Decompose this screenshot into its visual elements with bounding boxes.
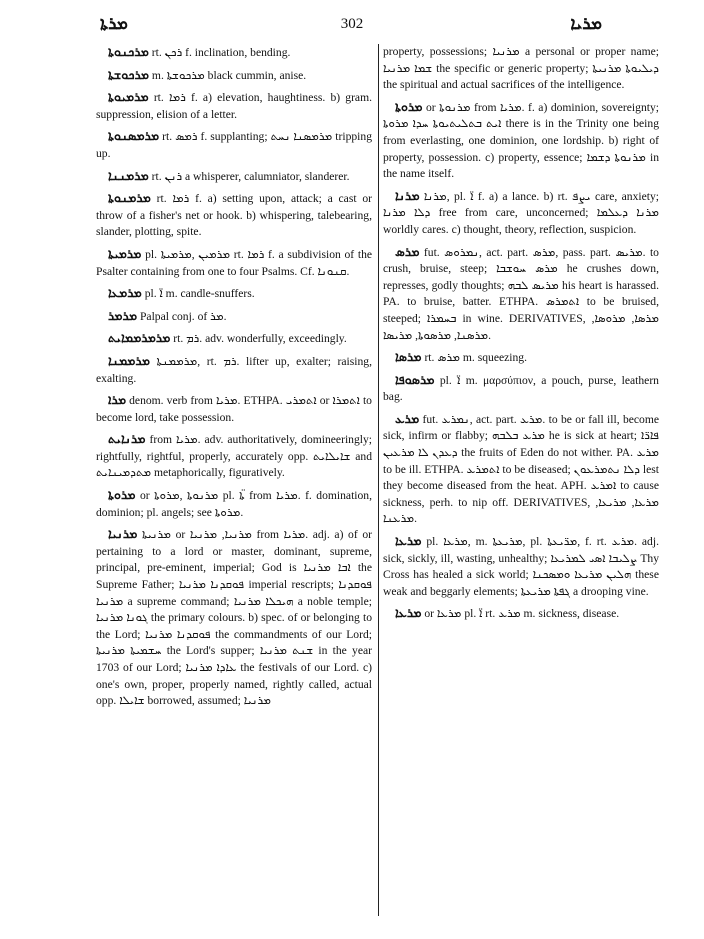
entry-headword: ܡܪܢܐ — [395, 187, 420, 203]
dictionary-entry — [96, 246, 372, 280]
entry-headword: ܡܪܘܬܐ — [108, 487, 136, 503]
entry-headword: ܡܪܡܝܘܬܐ — [108, 89, 149, 105]
entry-headword: ܡܪܣܘܦܐ — [395, 371, 435, 387]
dictionary-entry — [96, 67, 372, 85]
entry-headword: ܡܪܣܐ — [395, 349, 422, 365]
dictionary-entry — [96, 308, 372, 326]
dictionary-entry — [96, 89, 372, 123]
dictionary-entry — [383, 44, 659, 94]
entry-headword: ܡܪܡܪ — [108, 307, 138, 323]
dictionary-entry — [383, 244, 659, 345]
entry-definition: m. ܡܪܟܘܫܬܐ black cummin, anise. — [151, 68, 307, 82]
entry-headword: ܡܪܟܢܘܬܐ — [108, 44, 149, 59]
entry-definition: ܡܪܢܝܬܐ or ܡܪܢܝܐ, ܡܪܢܝܐ from ܡܪܝܐ. adj. a) of or pertaining to a lord or master, dominant, supreme, principal, pre-eminent, imperial; God is ܐܒܐ ܡܪܢܝܐ the Supreme Father; ܦܘܩܕܢܐ ܡܪܢܝܐ imperial rescripts; ܦܘܩܕܢܐ ܡܪܢܝܐ a supreme command; ܗܝܟܠܐ ܡܪܢܝܐ a noble temple; ܓܘܢܐ ܡܪܢܝܐ the primary colours. b) spec. of or belonging to the Lord; ܦܘܩܕܢܐ ܡܪܢܝܐ the commandments of our Lord; ܚܫܡܝܬܐ ܡܪܢܝܬܐ the Lord's supper; ܫܢܬ ܡܪܢܝܐ in the year 1703 of our Lord; ܥܐܕܐ ܡܪܢܝܐ the festivals of our Lord. c) one's own, proper, properly named, rightly called, actual opp. ܫܐܝܠܐ borrowed, assumed; ܡܪܢܝܐ — [96, 528, 373, 708]
dictionary-entry — [383, 372, 659, 406]
dictionary-entry — [96, 526, 372, 710]
entry-headword: ܡܪܡܪܡܡܐܝܬ — [108, 330, 171, 346]
entry-definition: denom. verb from ܡܪܝܐ. ETHPA. ܐܬܡܪܝ or ܐܬܡܪܐ to become lord, take possession. — [96, 394, 372, 424]
entry-headword: ܡܪܡܢܘܬܐ — [108, 190, 151, 206]
dictionary-entry — [96, 392, 372, 426]
dictionary-entry — [96, 44, 372, 62]
dictionary-entry — [96, 431, 372, 482]
right-column — [383, 44, 659, 628]
entry-definition: pl. ܡܪܥܐ, m. ܡܪܝܥܬܐ, pl. ܡܪ̈ܝܥܬܐ, f. rt. ܡܪܥ. adj. sick, sickly, ill, wasting, unhealthy; ܨܠܝܒܐ ܐܣܝ ܠܡܪܝܥܐ Thy Cross has healed a sick world; ܗܠܝܢ ܡܪܝܥܐ ܘܡܣܟܢܐ these weak and beggarly elements; ܓܦܬܐ ܡܪܝܥܬܐ a drooping vine. — [383, 535, 659, 598]
entry-definition: or ܡܪܢܘܬܐ from ܡܪܝܐ. f. a) dominion, sovereignty; ܐܝܬ ܒܬܠܝܬܝܘܬܐ ܚܕܐ ܡܪܘܬܐ there is in the Trinity one being from everlasting, one dominion, one lordship. b) right of property, possession. c) property, essence; ܡܪܢܘܬܐ ܕܫܡܐ in the name itself. — [383, 100, 659, 181]
entry-definition: property, possessions; ܡܪܢܝܐ a personal or proper name; ܫܡܐ ܡܪܢܝܐ the specific or generic property; ܕܝܠܝܘܬܐ ܡܪܢܝܬܐ the spiritual and actual sacrifices of the intelligence. — [383, 45, 659, 92]
dictionary-entry — [383, 411, 659, 528]
entry-definition: ܡܪܢܐ, pl. ܐ̈ f. a) a lance. b) rt. ܝܨܦ care, anxiety; ܕܠܐ ܡܪܢܐ free from care, unconcerned; ܡܪܢܐ ܕܥܠܡܐ worldly cares. c) thought, theory, reflection, suspicion. — [383, 189, 659, 236]
entry-headword: ܡܪܢܝܐ — [108, 526, 138, 542]
page-number: 302 — [340, 16, 364, 32]
entry-definition: rt. ܪܢܢ a whisperer, calumniator, slanderer. — [151, 169, 350, 183]
entry-headword: ܡܪܡܝܬܐ — [108, 245, 142, 261]
dictionary-entry — [383, 533, 659, 600]
entry-headword: ܡܪܣ — [395, 243, 420, 259]
column-divider — [378, 44, 379, 916]
entry-definition: rt. ܪܡ. adv. wonderfully, exceedingly. — [173, 332, 347, 346]
left-column — [96, 44, 372, 715]
dictionary-entry — [383, 188, 659, 239]
entry-headword: ܡܪܥܐ — [395, 605, 422, 621]
dictionary-entry — [96, 487, 372, 521]
dictionary-entry — [96, 168, 372, 186]
dictionary-entry — [96, 330, 372, 348]
entry-definition: rt. ܪܡܐ f. a) setting upon, attack; a cast or throw of a fisher's net or hook. b) whispering, talebearing, slander, plotting, spite. — [96, 192, 372, 239]
entry-headword: ܡܪܡܢܢܐ — [108, 167, 149, 183]
entry-headword: ܡܪܡܥܐ — [108, 285, 142, 301]
entry-headword: ܡܪܢܐܝܬ — [108, 431, 146, 447]
dictionary-entry — [96, 190, 372, 241]
entry-definition: or ܡܪܥܐ pl. ܐ̈ rt. ܡܪܥ m. sickness, disease. — [424, 607, 620, 621]
entry-definition: pl. ܐ̈ m. candle-snuffers. — [144, 287, 255, 301]
entry-headword: ܡܪܟܘܫܬܐ — [108, 66, 150, 82]
entry-definition: ܡܪܡܡܢܬܐ, rt. ܪܡ. lifter up, exalter; raising, exalting. — [96, 354, 372, 385]
entry-definition: rt. ܪܡܐ f. a) elevation, haughtiness. b) gram. suppression, elision of a letter. — [96, 91, 372, 121]
entry-headword: ܡܪܐ — [108, 392, 127, 408]
entry-definition: pl. ܡܪܡܝܢ ,ܡܪܡܝܬܐ rt. ܪܡܐ f. a subdivision of the Psalter containing from one to four Psalms. Cf. ܩܢܘܢܐ. — [96, 247, 373, 278]
entry-definition: pl. ܐ̈ m. μαρσύπιον, a pouch, purse, leathern bag. — [383, 373, 659, 404]
entry-headword: ܡܪܥܐ — [395, 533, 422, 549]
entry-definition: from ܡܪܝܐ. adv. authoritatively, domineeringly; rightfully, rightful, properly, accurately opp. ܫܐܝܠܐܝܬ and ܡܬܕܡܝܢܐܝܬ metaphorically, figuratively. — [96, 433, 372, 480]
dictionary-entry — [96, 285, 372, 303]
dictionary-entry — [96, 353, 372, 387]
entry-headword: ܡܪܘܬܐ — [395, 98, 423, 114]
entry-headword: ܡܪܥ — [395, 410, 420, 426]
dictionary-entry — [383, 99, 659, 183]
header-left-syriac: ܡܪܬܐ — [100, 14, 128, 33]
entry-definition: rt. ܡܪܣ m. squeezing. — [424, 351, 527, 365]
header-right-syriac: ܡܪܝܐ — [570, 14, 602, 33]
entry-definition: rt. ܪܟܢ f. inclination, bending. — [151, 46, 291, 59]
dictionary-entry — [96, 128, 372, 162]
entry-definition: fut. ܢܡܪܥ, act. part. ܡܪܥ. to be or fall ill, become sick, infirm or flabby; ܡܪܥ ܒܠܒܗ he is sick at heart; ܦܐܪ̈ܐ ܕܥܕܢ ܠܐ ܡܪܥܝܢ the fruits of Eden do not wither. PA. ܡܪܥ to be ill. ETHPA. ܐܬܡܪܥ to be diseased; ܕܠܐ ܢܬܡܪܥܘܢ lest they become diseased from the heat. APH. ܐܡܪܥ to cause sickness, perh. to nip off. DERIVATIVES, ܡܪܥܐ, ܡܪܝܥܐ, ܡܪܥܢܐ. — [383, 412, 660, 526]
dictionary-entry — [383, 349, 659, 367]
entry-definition: rt. ܪܡܣ f. supplanting; ܡܪܡܣܢܐ ܢܚܬ tripping up. — [96, 130, 372, 160]
entry-definition: Palpal conj. of ܡܪ. — [139, 309, 227, 323]
dictionary-entry — [383, 605, 659, 623]
entry-definition: fut. ܢܡܪܘܣ, act. part. ܡܪܣ, pass. part. ܡܪܝܣ. to crush, bruise, steep; ܡܪܣ ܚܘܫܒܐ he crushes down, represses, godly thoughts; ܡܪܝܣ ܠܒܗ his heart is harassed. PA. to bruise, batter. ETHPA. ܐܬܡܪܣ to be bruised, steeped; ܒܚܡܪܐ in wine. DERIVATIVES, ܡܪܣܐ, ܡܪܘܣܐ, ܡܪܣܢܐ, ܡܪܣܘܬܐ, ܡܪܝܣܐ. — [383, 245, 659, 342]
entry-headword: ܡܪܡܡܢܐ — [108, 352, 150, 368]
entry-headword: ܡܪܡܣܢܘܬܐ — [108, 128, 160, 144]
page-header — [92, 12, 612, 38]
entry-definition: or ܡܪܢܘܬܐ ,ܡܪܘܬܐ pl. ܬܐ̈ from ܡܪܝܐ. f. domination, dominion; pl. angels; see ܡܪܘܬܐ. — [96, 489, 373, 519]
